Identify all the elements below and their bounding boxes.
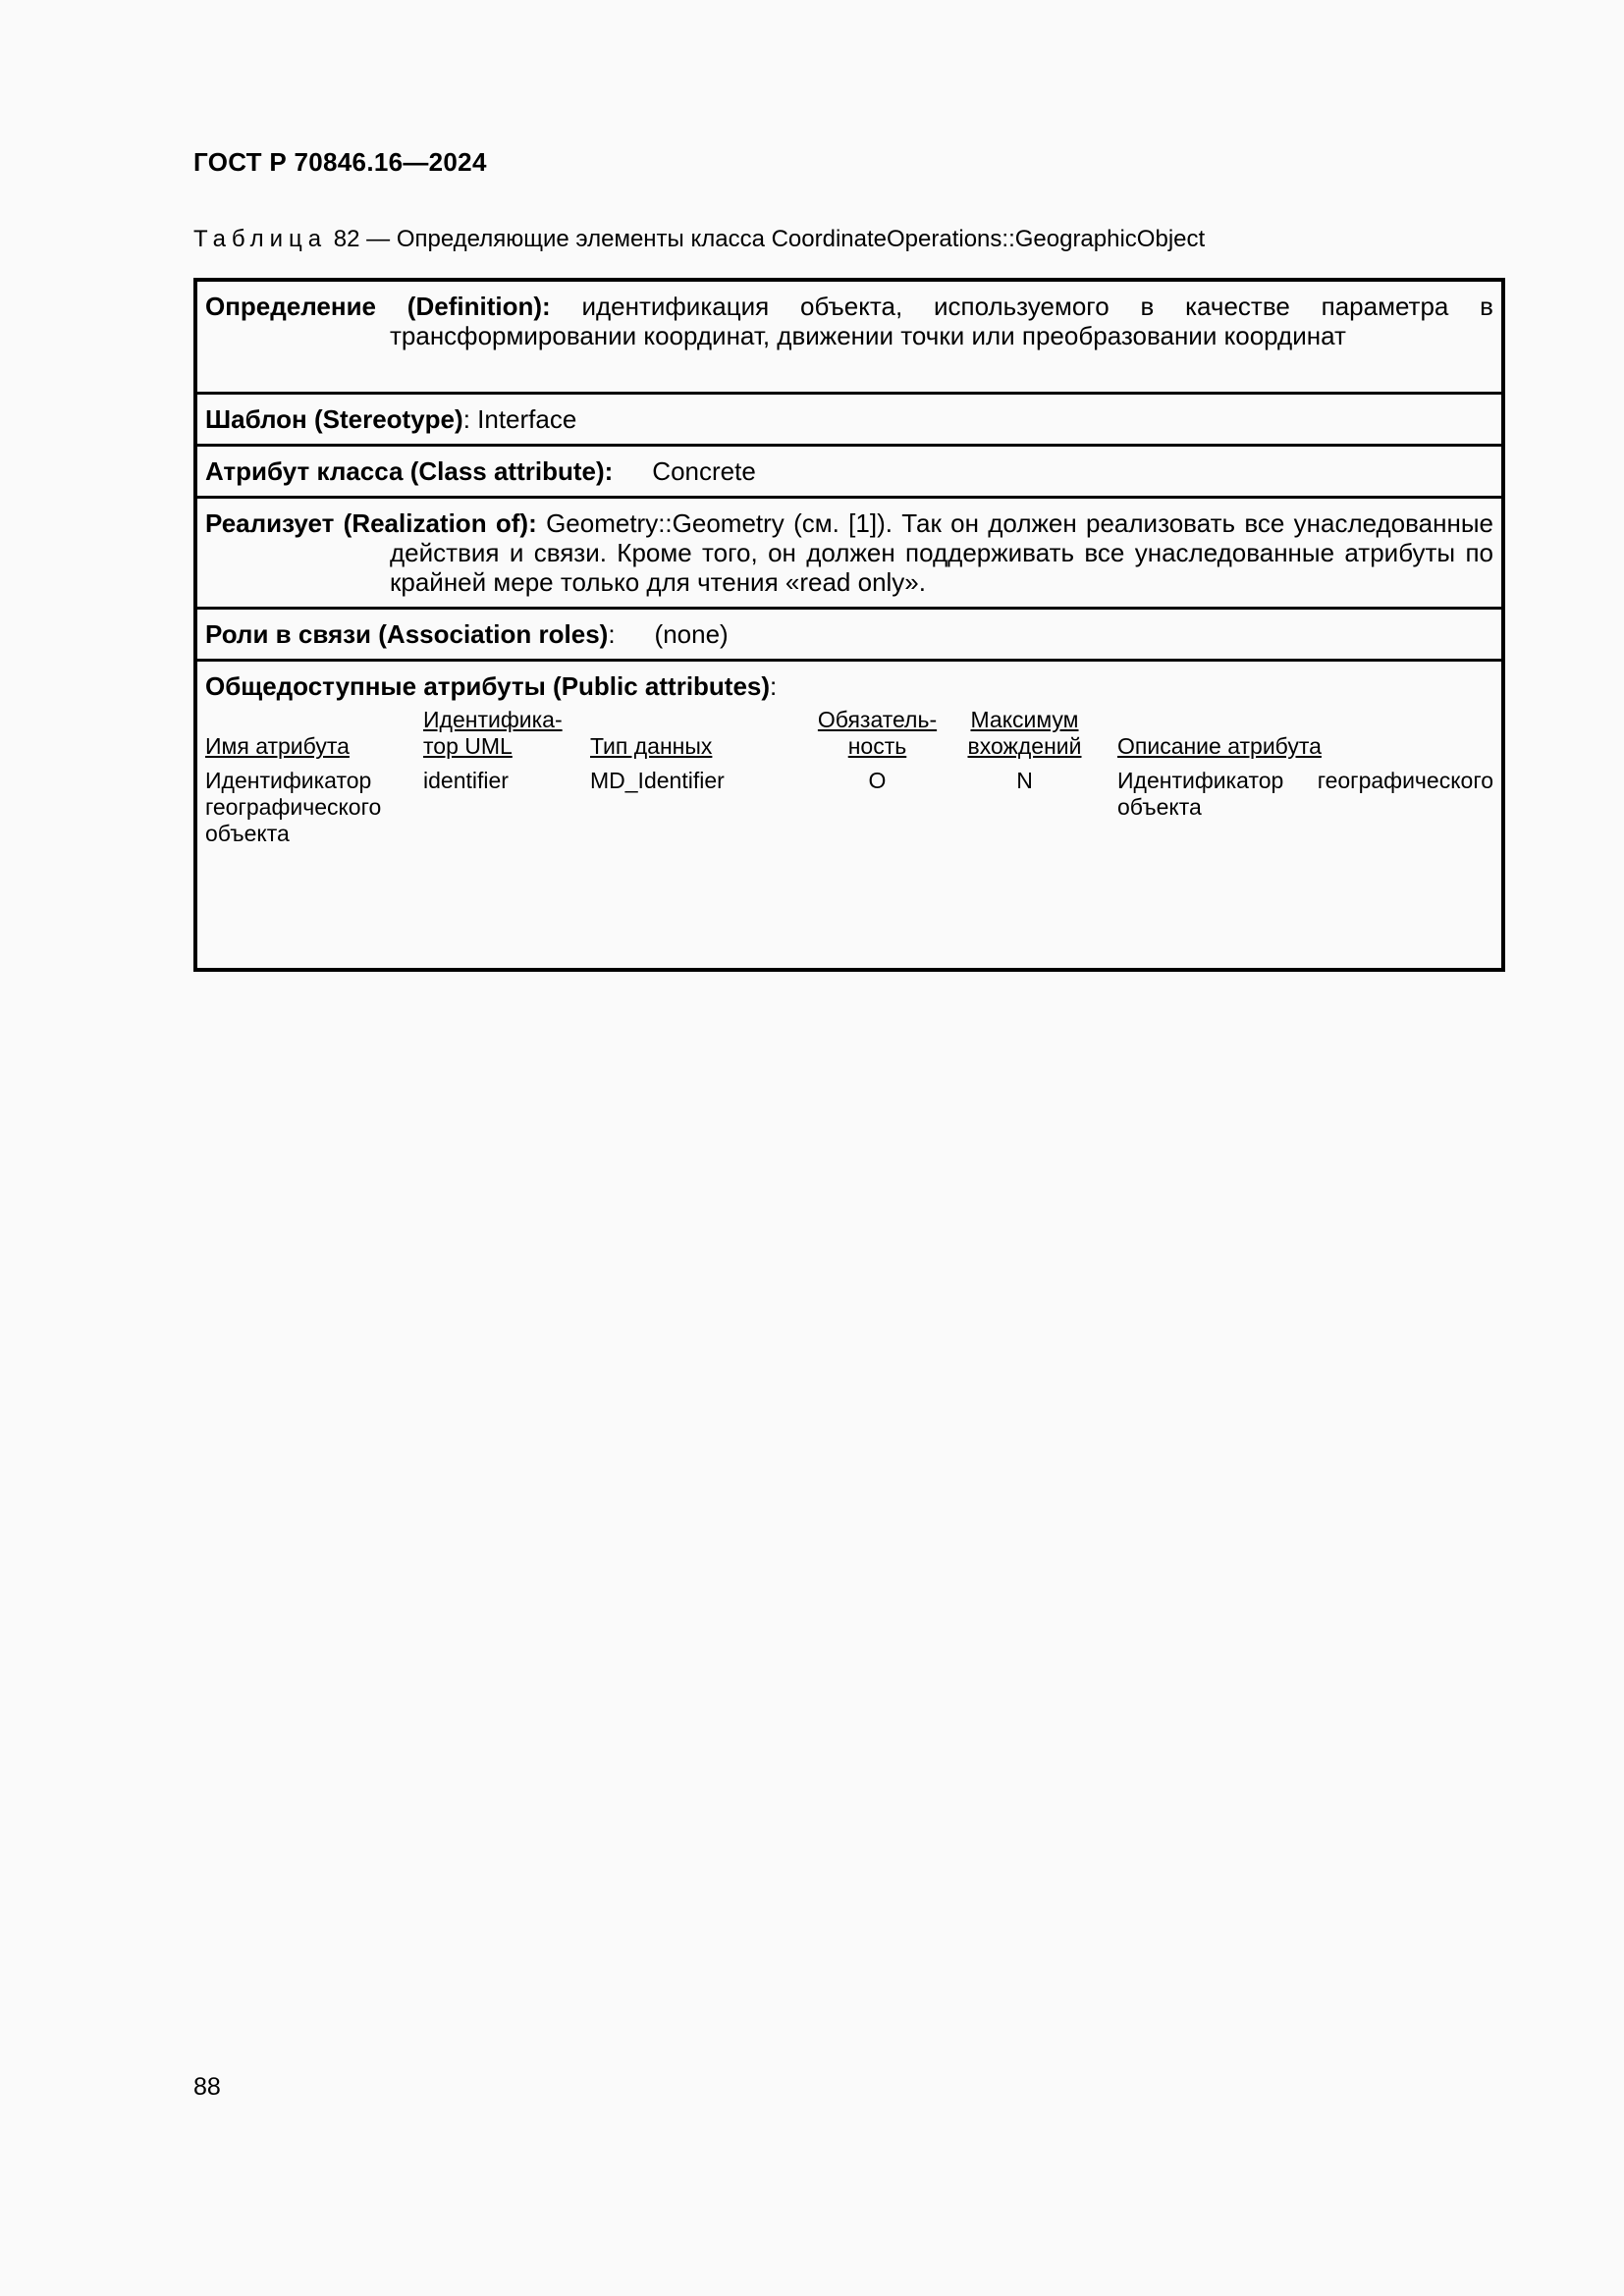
realization-row xyxy=(195,498,1503,609)
public-attributes-colon: : xyxy=(770,671,778,701)
attribute-max-cell: N xyxy=(1016,768,1033,793)
realization-cell xyxy=(205,508,1493,597)
class-attribute-row xyxy=(195,446,1503,498)
attributes-table xyxy=(205,707,1493,954)
table-row xyxy=(205,760,1493,954)
header-obligation: Обязатель- ность xyxy=(817,707,938,759)
association-roles-value: (none) xyxy=(654,619,729,649)
public-attributes-row xyxy=(195,661,1503,971)
association-roles-label: Роли в связи (Association roles) xyxy=(205,619,609,649)
header-uml-identifier: Идентифика- тор UML xyxy=(423,707,563,759)
realization-label: Реализует (Realization of): xyxy=(205,508,537,538)
definition-label: Определение (Definition): xyxy=(205,292,551,321)
association-roles-row xyxy=(195,609,1503,661)
public-attributes-heading xyxy=(205,671,1493,701)
attribute-description-cell: Идентификатор географического объекта xyxy=(1117,768,1493,820)
header-description: Описание атрибута xyxy=(1117,733,1322,759)
page-number: 88 xyxy=(193,2073,221,2101)
attribute-name-cell: Идентификатор географического объекта xyxy=(205,768,382,846)
realization-text: Geometry::Geometry (см. [1]). Так он должен реализовать все унаследованные действия и связи. Кроме того, он должен поддерживать все унаследованные атрибуты по крайней мере только для чтения «read only». xyxy=(390,508,1493,597)
table-caption-text: 82 — Определяющие элементы класса CoordinateOperations::GeographicObject xyxy=(333,226,1206,252)
stereotype-row xyxy=(195,394,1503,446)
class-attribute-value: Concrete xyxy=(652,456,756,486)
definition-cell xyxy=(205,292,1493,350)
class-attribute-label: Атрибут класса (Class attribute): xyxy=(205,456,614,486)
document-id: ГОСТ Р 70846.16—2024 xyxy=(193,147,487,177)
stereotype-label: Шаблон (Stereotype) xyxy=(205,404,463,434)
attribute-uml-cell: identifier xyxy=(423,768,509,793)
definition-row xyxy=(195,280,1503,394)
definition-text: идентификация объекта, используемого в качестве параметра в трансформировании координат, движении точки или преобразовании координат xyxy=(390,292,1493,350)
class-definition-table xyxy=(193,278,1505,972)
table-caption-word: Таблица xyxy=(193,226,328,252)
public-attributes-label: Общедоступные атрибуты (Public attributes) xyxy=(205,671,771,701)
attributes-header-row xyxy=(205,707,1493,760)
header-max-occurrence: Максимум вхождений xyxy=(967,707,1082,759)
association-roles-colon: : xyxy=(608,619,616,649)
stereotype-value: : Interface xyxy=(462,404,577,434)
attribute-obligation-cell: O xyxy=(868,768,887,793)
header-attribute-name: Имя атрибута xyxy=(205,733,350,759)
attribute-type-cell: MD_Identifier xyxy=(590,768,725,793)
header-data-type: Тип данных xyxy=(590,733,713,759)
table-caption xyxy=(193,226,1205,253)
